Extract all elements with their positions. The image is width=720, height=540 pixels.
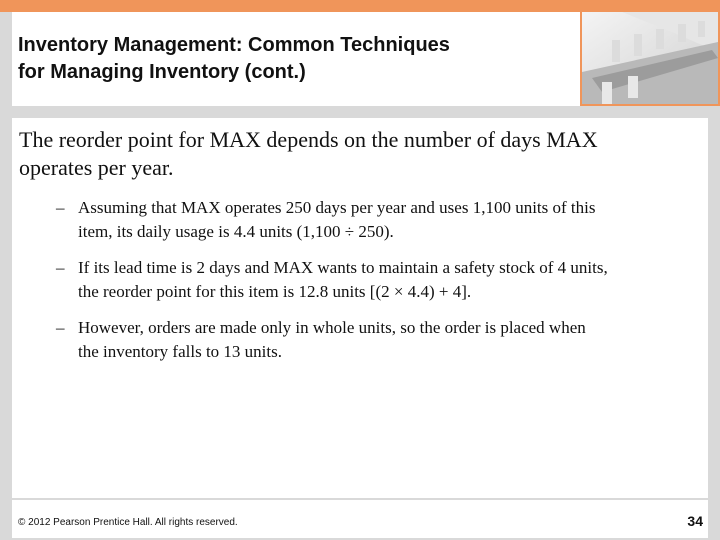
bullet-item [0, 256, 720, 304]
bullet-text-line: the inventory falls to 13 units. [78, 342, 282, 361]
bullet-dash: – [56, 318, 65, 337]
bullet-text-line: If its lead time is 2 days and MAX wants to maintain a safety stock of 4 units, [78, 258, 608, 277]
bullet-item [0, 196, 720, 244]
bullet-text-line: item, its daily usage is 4.4 units (1,100 ÷ 250). [78, 222, 394, 241]
bullet-text-line: the reorder point for this item is 12.8 units [(2 × 4.4) + 4]. [78, 282, 472, 301]
bullet-item [0, 316, 720, 364]
bullet-text-line: Assuming that MAX operates 250 days per year and uses 1,100 units of this [78, 198, 596, 217]
conference-room-image [582, 12, 718, 104]
intro-line-2: operates per year. [19, 155, 174, 180]
top-accent-bar [0, 0, 720, 12]
intro-paragraph [19, 126, 689, 182]
bullet-dash: – [56, 258, 65, 277]
slide-title [18, 32, 578, 86]
conference-room-photo [580, 12, 720, 106]
bullet-text-line: However, orders are made only in whole units, so the order is placed when [78, 318, 586, 337]
bullet-dash: – [56, 198, 65, 217]
page-number: 34 [687, 513, 703, 529]
slide-title-line-1: Inventory Management: Common Techniques [18, 34, 450, 56]
copyright-notice: © 2012 Pearson Prentice Hall. All rights reserved. [18, 517, 238, 528]
bullet-list [0, 196, 720, 376]
intro-line-1: The reorder point for MAX depends on the number of days MAX [19, 127, 598, 152]
slide-title-line-2: for Managing Inventory (cont.) [18, 61, 306, 83]
